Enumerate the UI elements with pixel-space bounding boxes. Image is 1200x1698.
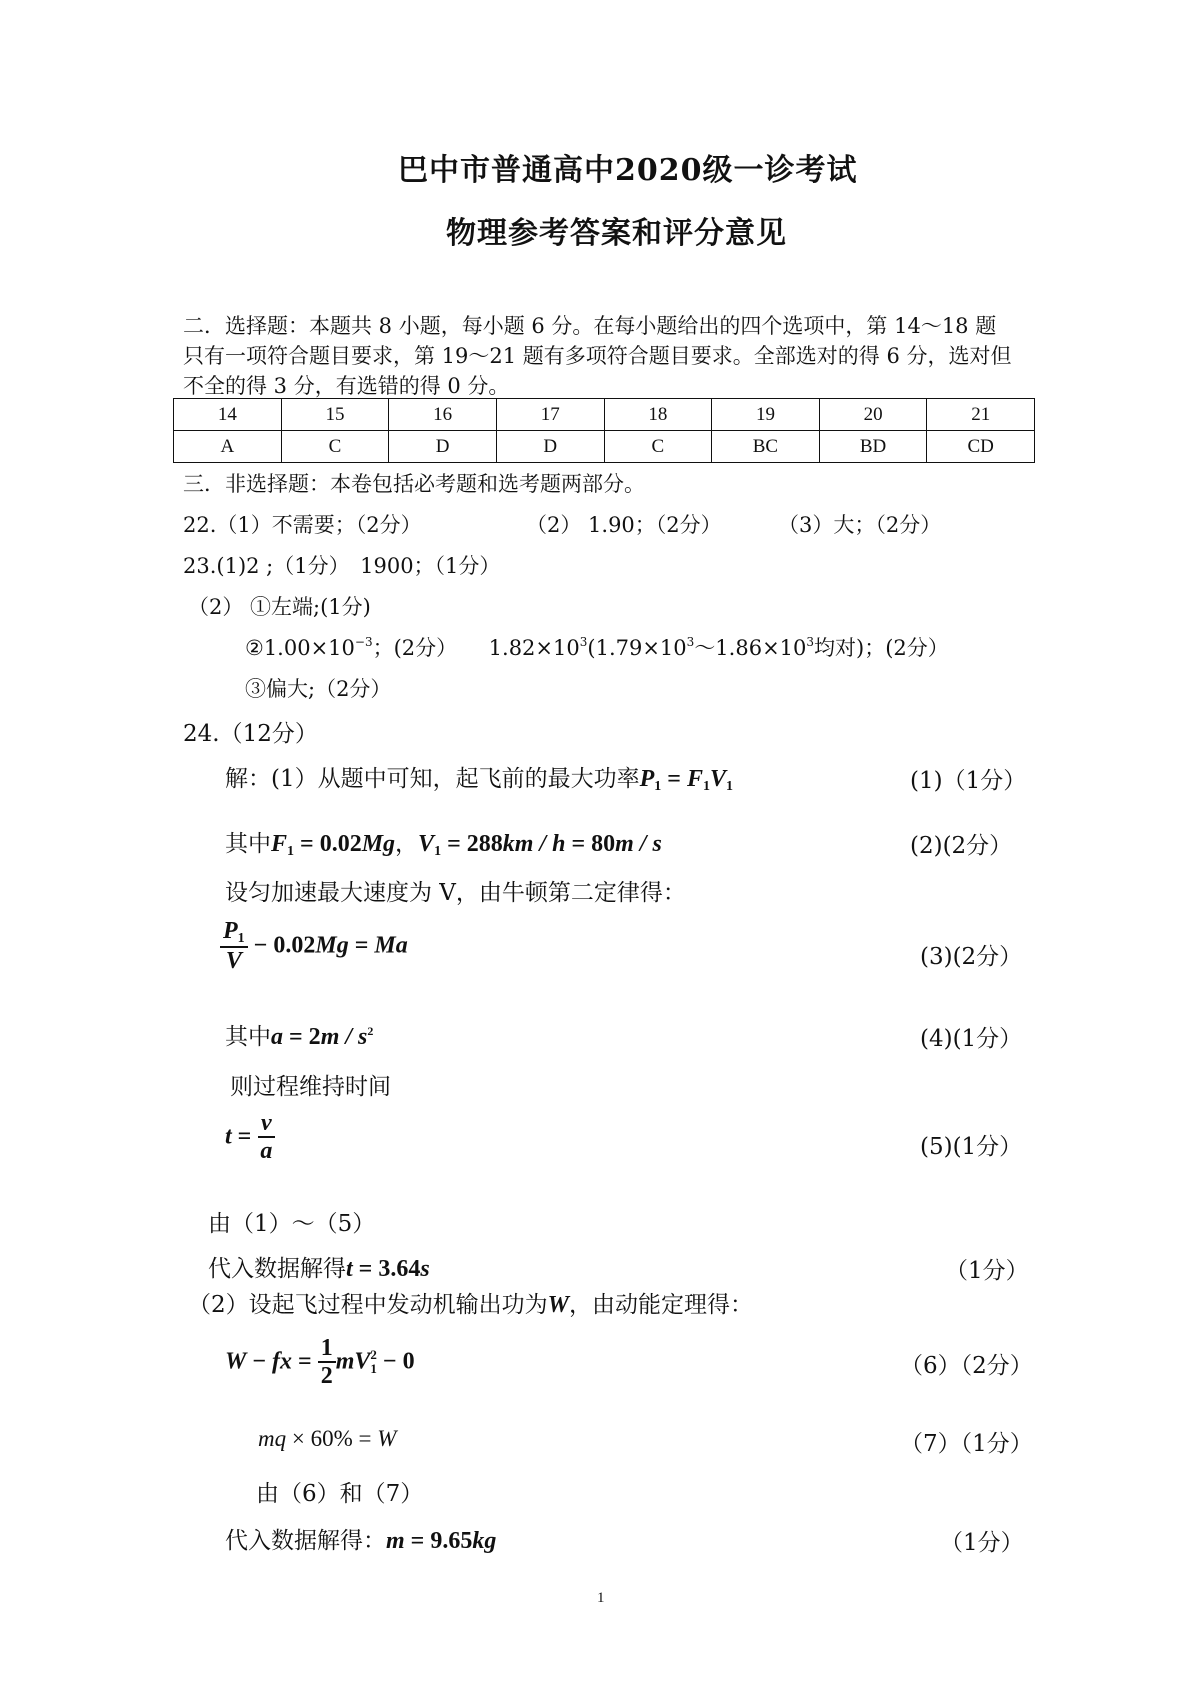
unit: km / h <box>502 831 566 857</box>
acceleration-symbol: a <box>271 1024 283 1050</box>
q24-step11 <box>225 1335 415 1390</box>
q24-heading: 24.（12分） <box>183 721 318 747</box>
q24-step14 <box>225 1522 496 1555</box>
velocity-symbol: V <box>225 948 242 975</box>
q24-step3: 设匀加速最大速度为 V，由牛顿第二定律得： <box>225 880 686 906</box>
table-row-answers <box>174 431 1035 463</box>
q24-step12-mark: （7）（1分） <box>900 1431 1033 1457</box>
equation-part: = 288 <box>441 831 503 857</box>
answer-cell: BD <box>819 431 927 463</box>
q23-exponent-a: −3 <box>354 635 373 649</box>
unit: s <box>420 1256 430 1282</box>
subscript: 1 <box>654 779 662 794</box>
q23-exponent-c: 3 <box>686 635 695 649</box>
q24-step2 <box>225 825 662 860</box>
document-subtitle: 物理参考答案和评分意见 <box>446 216 787 251</box>
subscript: 1 <box>370 1361 377 1377</box>
q23-exponent-d: 3 <box>806 635 815 649</box>
q24-step10-text: （2）设起飞过程中发动机输出功为 <box>188 1292 548 1318</box>
page-number: 1 <box>597 1590 605 1606</box>
q23-value-d: ～1.86×10 <box>694 636 807 660</box>
q24-step1-text: 解：(1）从题中可知，起飞前的最大功率 <box>225 766 640 792</box>
net-force-symbol: Ma <box>374 932 408 959</box>
q24-step7-mark: (5)(1分） <box>920 1134 1023 1160</box>
work-symbol: W <box>547 1292 569 1318</box>
q24-step10-text2: ，由动能定理得： <box>568 1292 753 1318</box>
fraction <box>257 1110 275 1165</box>
equation-part: = 80 <box>565 831 616 857</box>
section2-line1: 二．选择题：本题共 8 小题，每小题 6 分。在每小题给出的四个选项中，第 14～18 题 <box>183 314 997 338</box>
question-number-cell: 19 <box>712 399 820 431</box>
power-symbol: P <box>223 918 238 944</box>
velocity-symbol: V <box>709 766 726 792</box>
question-number-cell: 18 <box>604 399 712 431</box>
answer-cell: C <box>604 431 712 463</box>
subscript: 1 <box>726 779 733 794</box>
equation-part: = 2 <box>283 1024 321 1050</box>
minus-sign: − <box>246 1348 273 1375</box>
fraction <box>318 1335 336 1390</box>
section3-heading: 三．非选择题：本卷包括必考题和选考题两部分。 <box>183 472 645 496</box>
denominator: 2 <box>320 1363 333 1390</box>
work-symbol: W <box>377 1426 397 1451</box>
question-number-cell: 15 <box>281 399 389 431</box>
weight-symbol: Mg <box>361 831 396 857</box>
question-number-cell: 16 <box>389 399 497 431</box>
equation-part: = 0.02 <box>294 831 362 857</box>
answer-cell: D <box>496 431 604 463</box>
numerator: 1 <box>318 1335 336 1363</box>
q24-step9 <box>208 1250 430 1283</box>
equation-part: × 60% = <box>286 1426 378 1451</box>
unit: m / s <box>615 831 662 857</box>
time-symbol: t <box>225 1123 232 1150</box>
question-number-cell: 21 <box>927 399 1035 431</box>
q23-value-c: (1.79×10 <box>587 636 687 660</box>
q24-step10 <box>188 1286 753 1319</box>
acceleration-symbol: a <box>260 1138 273 1165</box>
q24-step14-mark: （1分） <box>940 1530 1024 1556</box>
q22-part1: 22.（1）不需要；（2分） <box>183 513 422 537</box>
force-symbol: F <box>686 766 703 792</box>
q24-step1 <box>225 760 733 795</box>
question-number-cell: 17 <box>496 399 604 431</box>
answer-table <box>173 398 1035 463</box>
friction-work-symbol: fx <box>272 1348 293 1375</box>
table-row-numbers <box>174 399 1035 431</box>
answer-cell: D <box>389 431 497 463</box>
section2-line2: 只有一项符合题目要求，第 19～21 题有多项符合题目要求。全部选对的得 6 分，选对但 <box>183 344 1012 368</box>
weight-symbol: Mg <box>315 932 349 959</box>
q24-step7 <box>225 1110 275 1165</box>
q23-exponent-b: 3 <box>579 635 588 649</box>
equals-sign: = <box>292 1348 318 1375</box>
force-symbol: F <box>271 831 288 857</box>
separator: ， <box>395 831 419 857</box>
answer-cell: BC <box>712 431 820 463</box>
q23-value-e: 均对)；(2分） <box>814 636 949 660</box>
equation-part: = 3.64 <box>352 1256 421 1282</box>
answer-cell: C <box>281 431 389 463</box>
q23-line4: ③偏大;（2分） <box>245 677 392 701</box>
answer-cell: CD <box>927 431 1035 463</box>
q24-step6: 则过程维持时间 <box>230 1074 391 1100</box>
q24-step5-mark: (4)(1分） <box>920 1026 1023 1052</box>
q23-value-b: ；(2分） 1.82×10 <box>372 636 580 660</box>
equals-sign: = <box>348 932 375 959</box>
question-number-cell: 14 <box>174 399 282 431</box>
q22-part2: （2） 1.90；（2分） <box>526 513 722 537</box>
fuel-energy-symbol: mq <box>258 1426 287 1451</box>
subscript: 1 <box>287 844 295 859</box>
time-symbol: t <box>346 1256 353 1282</box>
q24-step4 <box>220 918 408 975</box>
superscript: 2 <box>370 1347 377 1363</box>
superscript: 2 <box>367 1024 374 1038</box>
equation-part: − 0 <box>376 1348 415 1375</box>
q23-value-a: ②1.00×10 <box>245 636 355 660</box>
unit: m / s <box>320 1024 368 1050</box>
fraction <box>220 918 248 975</box>
mass-symbol: m <box>335 1348 355 1375</box>
q24-step9-text: 代入数据解得 <box>208 1256 346 1282</box>
equation-part: − 0.02 <box>247 932 316 959</box>
q23-line3 <box>245 632 949 662</box>
velocity-symbol: V <box>418 831 435 857</box>
q24-step1-mark: (1)（1分） <box>910 768 1027 794</box>
work-symbol: W <box>225 1348 247 1375</box>
q24-step4-mark: (3)(2分） <box>920 944 1023 970</box>
q24-step5 <box>225 1018 373 1051</box>
answer-cell: A <box>174 431 282 463</box>
subscript: 1 <box>237 931 245 946</box>
q24-step5-text: 其中 <box>225 1024 271 1050</box>
unit: kg <box>472 1528 497 1554</box>
q24-step2-mark: (2)(2分） <box>910 833 1013 859</box>
q24-step11-mark: （6）（2分） <box>900 1353 1033 1379</box>
equals-sign: = <box>231 1123 258 1150</box>
q24-step14-text: 代入数据解得： <box>225 1528 386 1554</box>
q24-step9-mark: （1分） <box>945 1258 1029 1284</box>
question-number-cell: 20 <box>819 399 927 431</box>
q24-step2-text: 其中 <box>225 831 271 857</box>
power-symbol: P <box>639 766 655 792</box>
velocity-symbol: v <box>258 1110 275 1138</box>
q22-part3: （3）大；（2分） <box>778 513 942 537</box>
subscript: 1 <box>702 779 710 794</box>
velocity-symbol: V <box>354 1348 371 1375</box>
section2-line3: 不全的得 3 分，有选错的得 0 分。 <box>183 374 510 398</box>
equals-sign: = <box>661 766 687 792</box>
document-title: 巴中市普通高中2020级一诊考试 <box>398 153 858 188</box>
q24-step8: 由（1）～（5） <box>208 1211 376 1237</box>
q24-step12 <box>258 1426 396 1452</box>
q23-line1: 23.(1)2 ;（1分） 1900；（1分） <box>183 554 501 578</box>
equation-part: = 9.65 <box>404 1528 473 1554</box>
subscript: 1 <box>434 844 442 859</box>
q24-step13: 由（6）和（7） <box>256 1481 424 1507</box>
q23-line2: （2） ①左端;(1分) <box>188 595 371 619</box>
mass-symbol: m <box>386 1528 405 1554</box>
